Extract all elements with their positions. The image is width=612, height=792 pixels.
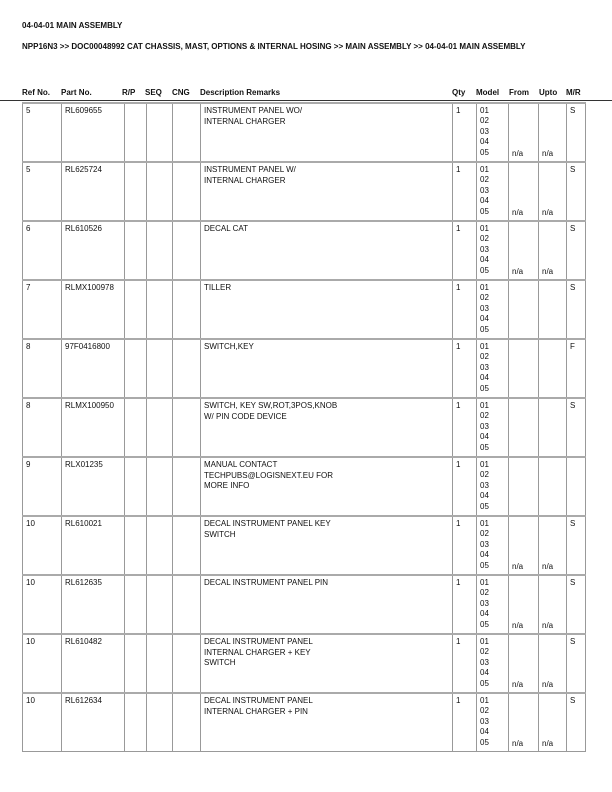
description: DECAL INSTRUMENT PANEL INTERNAL CHARGER + KEY SWITCH <box>201 634 453 693</box>
upto: n/a <box>539 103 567 162</box>
from: n/a <box>509 634 539 693</box>
ref-no: 9 <box>23 457 62 516</box>
model-code: 01 <box>480 696 489 705</box>
model-code: 05 <box>480 737 489 747</box>
models <box>477 634 509 693</box>
qty: 1 <box>453 398 477 457</box>
col-upto: Upto <box>539 88 558 97</box>
description: INSTRUMENT PANEL W/ INTERNAL CHARGER <box>201 162 453 221</box>
upto <box>539 457 567 516</box>
model-code: 05 <box>480 678 489 688</box>
col-rp: R/P <box>122 88 136 97</box>
ref-no: 10 <box>23 634 62 693</box>
cng <box>173 575 201 634</box>
model-code: 03 <box>480 185 489 195</box>
models <box>477 516 509 575</box>
models <box>477 339 509 398</box>
model-code: 05 <box>480 265 489 275</box>
ref-no: 7 <box>23 280 62 339</box>
seq <box>147 221 173 280</box>
mr: S <box>567 103 586 162</box>
cng <box>173 280 201 339</box>
cng <box>173 103 201 162</box>
model-code: 04 <box>480 314 489 324</box>
model-code: 01 <box>480 224 489 233</box>
model-code: 04 <box>480 373 489 383</box>
seq <box>147 575 173 634</box>
model-code: 04 <box>480 137 489 147</box>
model-code: 03 <box>480 598 489 608</box>
ref-no: 5 <box>23 103 62 162</box>
model-code: 05 <box>480 619 489 629</box>
model-code: 03 <box>480 362 489 372</box>
part-no: RL610021 <box>62 516 125 575</box>
col-mr: M/R <box>566 88 581 97</box>
qty: 1 <box>453 516 477 575</box>
from: n/a <box>509 693 539 752</box>
from <box>509 280 539 339</box>
upto: n/a <box>539 634 567 693</box>
model-code: 05 <box>480 206 489 216</box>
qty: 1 <box>453 457 477 516</box>
upto: n/a <box>539 516 567 575</box>
model-code: 03 <box>480 421 489 431</box>
models <box>477 575 509 634</box>
col-ref: Ref No. <box>22 88 50 97</box>
model-code: 05 <box>480 147 489 157</box>
parts-table <box>22 102 586 752</box>
model-code: 01 <box>480 460 489 469</box>
mr: S <box>567 221 586 280</box>
model-code: 05 <box>480 383 489 393</box>
model-code: 01 <box>480 637 489 646</box>
part-no: 97F0416800 <box>62 339 125 398</box>
upto <box>539 339 567 398</box>
rp <box>125 693 147 752</box>
table-row <box>23 280 586 339</box>
mr: S <box>567 693 586 752</box>
model-code: 02 <box>480 647 489 657</box>
model-code: 02 <box>480 175 489 185</box>
model-code: 03 <box>480 716 489 726</box>
qty: 1 <box>453 162 477 221</box>
seq <box>147 162 173 221</box>
model-code: 02 <box>480 529 489 539</box>
description: DECAL INSTRUMENT PANEL PIN <box>201 575 453 634</box>
model-code: 02 <box>480 352 489 362</box>
col-cng: CNG <box>172 88 190 97</box>
col-part: Part No. <box>61 88 92 97</box>
model-code: 02 <box>480 588 489 598</box>
cng <box>173 516 201 575</box>
upto: n/a <box>539 693 567 752</box>
rp <box>125 221 147 280</box>
model-code: 04 <box>480 196 489 206</box>
description: MANUAL CONTACT TECHPUBS@LOGISNEXT.EU FOR MORE INFO <box>201 457 453 516</box>
mr: S <box>567 575 586 634</box>
model-code: 03 <box>480 303 489 313</box>
qty: 1 <box>453 221 477 280</box>
cng <box>173 457 201 516</box>
seq <box>147 457 173 516</box>
table-row <box>23 634 586 693</box>
from: n/a <box>509 162 539 221</box>
model-code: 02 <box>480 470 489 480</box>
part-no: RLX01235 <box>62 457 125 516</box>
table-row <box>23 516 586 575</box>
header-rule <box>0 100 612 101</box>
model-code: 02 <box>480 234 489 244</box>
part-no: RL609655 <box>62 103 125 162</box>
model-code: 02 <box>480 116 489 126</box>
ref-no: 8 <box>23 398 62 457</box>
part-no: RL610526 <box>62 221 125 280</box>
seq <box>147 516 173 575</box>
cng <box>173 693 201 752</box>
cng <box>173 221 201 280</box>
col-desc: Description Remarks <box>200 88 281 97</box>
mr: S <box>567 162 586 221</box>
model-code: 03 <box>480 126 489 136</box>
models <box>477 398 509 457</box>
ref-no: 10 <box>23 516 62 575</box>
model-code: 03 <box>480 657 489 667</box>
models <box>477 103 509 162</box>
model-code: 04 <box>480 609 489 619</box>
model-code: 02 <box>480 411 489 421</box>
mr <box>567 457 586 516</box>
mr: S <box>567 516 586 575</box>
model-code: 04 <box>480 432 489 442</box>
model-code: 01 <box>480 283 489 292</box>
part-no: RL612635 <box>62 575 125 634</box>
model-code: 02 <box>480 293 489 303</box>
seq <box>147 103 173 162</box>
rp <box>125 516 147 575</box>
model-code: 04 <box>480 668 489 678</box>
seq <box>147 339 173 398</box>
model-code: 03 <box>480 244 489 254</box>
cng <box>173 162 201 221</box>
rp <box>125 634 147 693</box>
from: n/a <box>509 221 539 280</box>
rp <box>125 162 147 221</box>
mr: S <box>567 634 586 693</box>
qty: 1 <box>453 280 477 339</box>
cng <box>173 339 201 398</box>
col-from: From <box>509 88 529 97</box>
model-code: 05 <box>480 560 489 570</box>
model-code: 04 <box>480 491 489 501</box>
page-title: 04-04-01 MAIN ASSEMBLY <box>22 21 123 30</box>
qty: 1 <box>453 693 477 752</box>
model-code: 01 <box>480 519 489 528</box>
model-code: 05 <box>480 501 489 511</box>
part-no: RLMX100950 <box>62 398 125 457</box>
qty: 1 <box>453 634 477 693</box>
part-no: RL625724 <box>62 162 125 221</box>
breadcrumb: NPP16N3 >> DOC00048992 CAT CHASSIS, MAST, OPTIONS & INTERNAL HOSING >> MAIN ASSEMBLY >> 04-04-01 MAIN ASSEMBLY <box>22 42 526 51</box>
description: DECAL INSTRUMENT PANEL INTERNAL CHARGER + PIN <box>201 693 453 752</box>
rp <box>125 103 147 162</box>
col-model: Model <box>476 88 500 97</box>
from <box>509 457 539 516</box>
model-code: 01 <box>480 106 489 115</box>
qty: 1 <box>453 103 477 162</box>
cng <box>173 398 201 457</box>
rp <box>125 280 147 339</box>
table-row <box>23 103 586 162</box>
model-code: 01 <box>480 342 489 351</box>
description: SWITCH,KEY <box>201 339 453 398</box>
mr: F <box>567 339 586 398</box>
models <box>477 693 509 752</box>
ref-no: 5 <box>23 162 62 221</box>
mr: S <box>567 280 586 339</box>
models <box>477 162 509 221</box>
upto <box>539 398 567 457</box>
table-row <box>23 457 586 516</box>
upto <box>539 280 567 339</box>
ref-no: 10 <box>23 693 62 752</box>
model-code: 01 <box>480 165 489 174</box>
table-row <box>23 575 586 634</box>
ref-no: 8 <box>23 339 62 398</box>
part-no: RLMX100978 <box>62 280 125 339</box>
rp <box>125 339 147 398</box>
model-code: 01 <box>480 578 489 587</box>
model-code: 04 <box>480 255 489 265</box>
col-qty: Qty <box>452 88 466 97</box>
model-code: 05 <box>480 324 489 334</box>
qty: 1 <box>453 339 477 398</box>
description: DECAL CAT <box>201 221 453 280</box>
description: DECAL INSTRUMENT PANEL KEY SWITCH <box>201 516 453 575</box>
ref-no: 10 <box>23 575 62 634</box>
upto: n/a <box>539 162 567 221</box>
table-row <box>23 398 586 457</box>
from <box>509 339 539 398</box>
col-seq: SEQ <box>145 88 162 97</box>
from <box>509 398 539 457</box>
upto: n/a <box>539 575 567 634</box>
table-row <box>23 162 586 221</box>
table-row <box>23 339 586 398</box>
model-code: 03 <box>480 480 489 490</box>
model-code: 01 <box>480 401 489 410</box>
mr: S <box>567 398 586 457</box>
table-header <box>0 88 612 100</box>
model-code: 02 <box>480 706 489 716</box>
model-code: 04 <box>480 727 489 737</box>
from: n/a <box>509 575 539 634</box>
model-code: 04 <box>480 550 489 560</box>
upto: n/a <box>539 221 567 280</box>
cng <box>173 634 201 693</box>
models <box>477 280 509 339</box>
seq <box>147 280 173 339</box>
models <box>477 457 509 516</box>
rp <box>125 575 147 634</box>
ref-no: 6 <box>23 221 62 280</box>
part-no: RL610482 <box>62 634 125 693</box>
description: TILLER <box>201 280 453 339</box>
models <box>477 221 509 280</box>
qty: 1 <box>453 575 477 634</box>
description: SWITCH, KEY SW,ROT,3POS,KNOB W/ PIN CODE DEVICE <box>201 398 453 457</box>
seq <box>147 634 173 693</box>
model-code: 03 <box>480 539 489 549</box>
seq <box>147 693 173 752</box>
part-no: RL612634 <box>62 693 125 752</box>
from: n/a <box>509 103 539 162</box>
model-code: 05 <box>480 442 489 452</box>
description: INSTRUMENT PANEL WO/ INTERNAL CHARGER <box>201 103 453 162</box>
table-row <box>23 221 586 280</box>
rp <box>125 457 147 516</box>
rp <box>125 398 147 457</box>
seq <box>147 398 173 457</box>
table-row <box>23 693 586 752</box>
from: n/a <box>509 516 539 575</box>
